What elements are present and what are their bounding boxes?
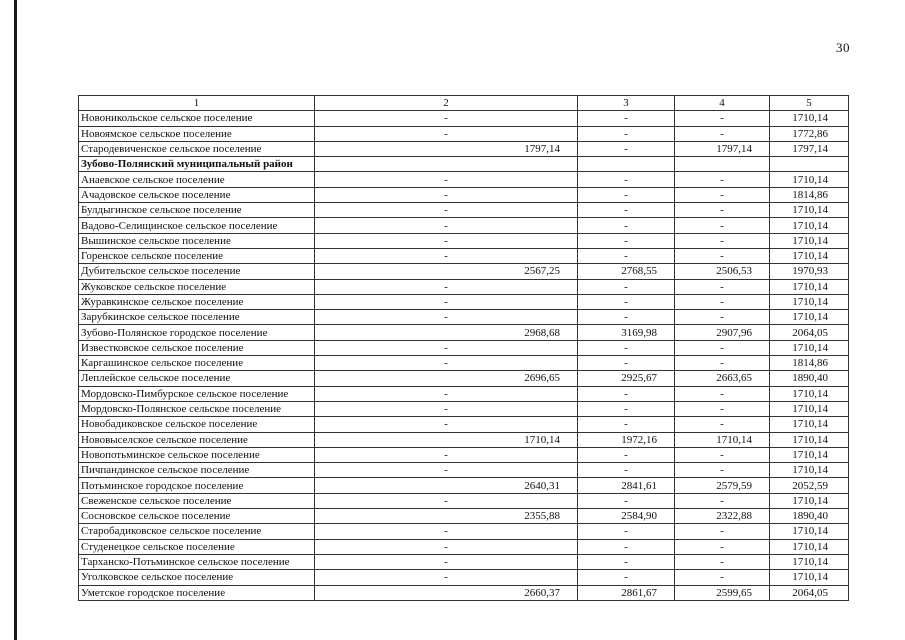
value-cell-3: - [578, 417, 675, 432]
value-cell-2: - [315, 294, 578, 309]
table-row [79, 325, 849, 340]
value-cell-5: 1710,14 [770, 248, 849, 263]
value-cell-5: 1710,14 [770, 386, 849, 401]
value-cell-5: 1890,40 [770, 509, 849, 524]
table-row [79, 340, 849, 355]
value-cell-4: - [675, 279, 770, 294]
value-cell-3: 2841,61 [578, 478, 675, 493]
value-cell-2 [315, 157, 578, 172]
value-cell-5: 1710,14 [770, 554, 849, 569]
value-cell-4: - [675, 187, 770, 202]
value-cell-5: 2064,05 [770, 585, 849, 600]
settlement-name-cell: Известковское сельское поселение [79, 340, 315, 355]
value-cell-4: - [675, 203, 770, 218]
table-row [79, 509, 849, 524]
header-cell-4: 4 [675, 96, 770, 111]
value-cell-2: 2968,68 [315, 325, 578, 340]
district-header-row [79, 157, 849, 172]
settlement-name-cell: Вышинское сельское поселение [79, 233, 315, 248]
value-cell-5: 1710,14 [770, 401, 849, 416]
table-row [79, 111, 849, 126]
value-cell-4: 2663,65 [675, 371, 770, 386]
settlement-name-cell: Уголковское сельское поселение [79, 570, 315, 585]
value-cell-3: - [578, 539, 675, 554]
table-row [79, 478, 849, 493]
settlement-name-cell: Новопотьминское сельское поселение [79, 447, 315, 462]
table-row [79, 524, 849, 539]
settlement-name-cell: Зубово-Полянское городское поселение [79, 325, 315, 340]
value-cell-2: - [315, 111, 578, 126]
value-cell-2: - [315, 356, 578, 371]
value-cell-4: - [675, 126, 770, 141]
value-cell-4: - [675, 539, 770, 554]
settlement-name-cell: Мордовско-Полянское сельское поселение [79, 401, 315, 416]
value-cell-2: - [315, 447, 578, 462]
value-cell-4: - [675, 417, 770, 432]
value-cell-2: 2640,31 [315, 478, 578, 493]
value-cell-4 [675, 157, 770, 172]
tariff-table [78, 95, 849, 601]
value-cell-5: 1710,14 [770, 447, 849, 462]
table-row [79, 233, 849, 248]
header-cell-3: 3 [578, 96, 675, 111]
table-row [79, 356, 849, 371]
value-cell-5: 1814,86 [770, 187, 849, 202]
value-cell-4: 2322,88 [675, 509, 770, 524]
value-cell-5: 2064,05 [770, 325, 849, 340]
value-cell-3: - [578, 554, 675, 569]
value-cell-2: - [315, 524, 578, 539]
settlement-name-cell: Леплейское сельское поселение [79, 371, 315, 386]
table-row [79, 432, 849, 447]
value-cell-2: - [315, 310, 578, 325]
table-row [79, 386, 849, 401]
table-row [79, 141, 849, 156]
value-cell-4: 2599,65 [675, 585, 770, 600]
value-cell-5: 1797,14 [770, 141, 849, 156]
value-cell-2: - [315, 248, 578, 263]
value-cell-5: 1710,14 [770, 310, 849, 325]
settlement-name-cell: Горенское сельское поселение [79, 248, 315, 263]
value-cell-3: - [578, 203, 675, 218]
value-cell-4: - [675, 248, 770, 263]
value-cell-4: - [675, 111, 770, 126]
settlement-name-cell: Жуковское сельское поселение [79, 279, 315, 294]
table-row [79, 172, 849, 187]
value-cell-5: 1814,86 [770, 356, 849, 371]
tariff-table-container [78, 95, 848, 601]
settlement-name-cell: Новоямское сельское поселение [79, 126, 315, 141]
value-cell-5: 1710,14 [770, 294, 849, 309]
value-cell-2: - [315, 539, 578, 554]
value-cell-2: - [315, 463, 578, 478]
settlement-name-cell: Старобадиковское сельское поселение [79, 524, 315, 539]
value-cell-5: 1710,14 [770, 203, 849, 218]
value-cell-3: 3169,98 [578, 325, 675, 340]
table-row [79, 401, 849, 416]
value-cell-2: - [315, 386, 578, 401]
value-cell-2: - [315, 126, 578, 141]
settlement-name-cell: Анаевское сельское поселение [79, 172, 315, 187]
value-cell-3: - [578, 233, 675, 248]
value-cell-4: - [675, 463, 770, 478]
value-cell-3: - [578, 141, 675, 156]
table-row [79, 279, 849, 294]
table-row [79, 493, 849, 508]
value-cell-2: - [315, 279, 578, 294]
value-cell-5: 1970,93 [770, 264, 849, 279]
scan-edge-bar [14, 0, 17, 640]
value-cell-5: 1772,86 [770, 126, 849, 141]
value-cell-2: - [315, 340, 578, 355]
page-number: 30 [836, 40, 850, 55]
table-row [79, 585, 849, 600]
value-cell-4: 2907,96 [675, 325, 770, 340]
table-row [79, 371, 849, 386]
table-row [79, 463, 849, 478]
value-cell-4: - [675, 554, 770, 569]
value-cell-4: - [675, 218, 770, 233]
value-cell-4: - [675, 233, 770, 248]
table-row [79, 264, 849, 279]
table-row [79, 447, 849, 462]
value-cell-2: - [315, 493, 578, 508]
table-row [79, 187, 849, 202]
settlement-name-cell: Мордовско-Пимбурское сельское поселение [79, 386, 315, 401]
table-row [79, 218, 849, 233]
value-cell-4: 2506,53 [675, 264, 770, 279]
value-cell-4: - [675, 524, 770, 539]
table-row [79, 554, 849, 569]
value-cell-4: - [675, 294, 770, 309]
table-row [79, 294, 849, 309]
header-cell-1: 1 [79, 96, 315, 111]
value-cell-2: 1797,14 [315, 141, 578, 156]
table-row [79, 248, 849, 263]
value-cell-2: 2660,37 [315, 585, 578, 600]
value-cell-3: 2861,67 [578, 585, 675, 600]
table-row [79, 417, 849, 432]
value-cell-2: - [315, 570, 578, 585]
value-cell-2: - [315, 417, 578, 432]
value-cell-2: - [315, 401, 578, 416]
table-row [79, 310, 849, 325]
table-row [79, 203, 849, 218]
value-cell-3: - [578, 294, 675, 309]
settlement-name-cell: Булдыгинское сельское поселение [79, 203, 315, 218]
value-cell-3: 2925,67 [578, 371, 675, 386]
value-cell-5: 2052,59 [770, 478, 849, 493]
settlement-name-cell: Тарханско-Потьминское сельское поселение [79, 554, 315, 569]
header-row [79, 96, 849, 111]
settlement-name-cell: Нововыселское сельское поселение [79, 432, 315, 447]
value-cell-3: - [578, 524, 675, 539]
settlement-name-cell: Студенецкое сельское поселение [79, 539, 315, 554]
value-cell-5: 1710,14 [770, 493, 849, 508]
value-cell-5: 1710,14 [770, 432, 849, 447]
table-row [79, 126, 849, 141]
value-cell-5: 1710,14 [770, 233, 849, 248]
value-cell-3: - [578, 401, 675, 416]
settlement-name-cell: Пичпандинское сельское поселение [79, 463, 315, 478]
value-cell-5: 1710,14 [770, 570, 849, 585]
value-cell-2: 2696,65 [315, 371, 578, 386]
value-cell-5: 1710,14 [770, 279, 849, 294]
value-cell-3: 2768,55 [578, 264, 675, 279]
value-cell-3: 2584,90 [578, 509, 675, 524]
value-cell-3: - [578, 218, 675, 233]
value-cell-3: - [578, 463, 675, 478]
value-cell-3: 1972,16 [578, 432, 675, 447]
value-cell-3: - [578, 386, 675, 401]
value-cell-3: - [578, 172, 675, 187]
value-cell-5: 1710,14 [770, 463, 849, 478]
value-cell-5: 1710,14 [770, 111, 849, 126]
value-cell-2: - [315, 203, 578, 218]
value-cell-4: 2579,59 [675, 478, 770, 493]
settlement-name-cell: Журавкинское сельское поселение [79, 294, 315, 309]
settlement-name-cell: Уметское городское поселение [79, 585, 315, 600]
settlement-name-cell: Зубово-Полянский муниципальный район [79, 157, 315, 172]
value-cell-4: 1797,14 [675, 141, 770, 156]
settlement-name-cell: Новобадиковское сельское поселение [79, 417, 315, 432]
value-cell-2: 1710,14 [315, 432, 578, 447]
value-cell-2: 2567,25 [315, 264, 578, 279]
settlement-name-cell: Дубительское сельское поселение [79, 264, 315, 279]
value-cell-3: - [578, 126, 675, 141]
value-cell-5: 1710,14 [770, 340, 849, 355]
value-cell-3: - [578, 187, 675, 202]
value-cell-5: 1890,40 [770, 371, 849, 386]
value-cell-3: - [578, 340, 675, 355]
settlement-name-cell: Потьминское городское поселение [79, 478, 315, 493]
value-cell-3: - [578, 447, 675, 462]
value-cell-4: - [675, 447, 770, 462]
value-cell-4: - [675, 570, 770, 585]
header-cell-2: 2 [315, 96, 578, 111]
settlement-name-cell: Свеженское сельское поселение [79, 493, 315, 508]
settlement-name-cell: Новоникольское сельское поселение [79, 111, 315, 126]
settlement-name-cell: Сосновское сельское поселение [79, 509, 315, 524]
settlement-name-cell: Вадово-Селищинское сельское поселение [79, 218, 315, 233]
value-cell-3: - [578, 310, 675, 325]
value-cell-3: - [578, 493, 675, 508]
value-cell-4: - [675, 340, 770, 355]
value-cell-3: - [578, 111, 675, 126]
value-cell-5: 1710,14 [770, 524, 849, 539]
value-cell-5 [770, 157, 849, 172]
value-cell-4: - [675, 401, 770, 416]
value-cell-4: - [675, 172, 770, 187]
value-cell-4: - [675, 493, 770, 508]
settlement-name-cell: Каргашинское сельское поселение [79, 356, 315, 371]
value-cell-3: - [578, 356, 675, 371]
value-cell-3: - [578, 248, 675, 263]
settlement-name-cell: Зарубкинское сельское поселение [79, 310, 315, 325]
settlement-name-cell: Ачадовское сельское поселение [79, 187, 315, 202]
value-cell-5: 1710,14 [770, 172, 849, 187]
value-cell-4: - [675, 356, 770, 371]
value-cell-2: - [315, 554, 578, 569]
value-cell-2: - [315, 172, 578, 187]
value-cell-3 [578, 157, 675, 172]
value-cell-2: - [315, 218, 578, 233]
table-row [79, 539, 849, 554]
value-cell-2: - [315, 233, 578, 248]
value-cell-2: 2355,88 [315, 509, 578, 524]
value-cell-5: 1710,14 [770, 417, 849, 432]
settlement-name-cell: Стародевиченское сельское поселение [79, 141, 315, 156]
value-cell-4: - [675, 386, 770, 401]
value-cell-3: - [578, 279, 675, 294]
value-cell-5: 1710,14 [770, 218, 849, 233]
value-cell-4: - [675, 310, 770, 325]
value-cell-5: 1710,14 [770, 539, 849, 554]
value-cell-2: - [315, 187, 578, 202]
table-row [79, 570, 849, 585]
header-cell-5: 5 [770, 96, 849, 111]
value-cell-4: 1710,14 [675, 432, 770, 447]
value-cell-3: - [578, 570, 675, 585]
